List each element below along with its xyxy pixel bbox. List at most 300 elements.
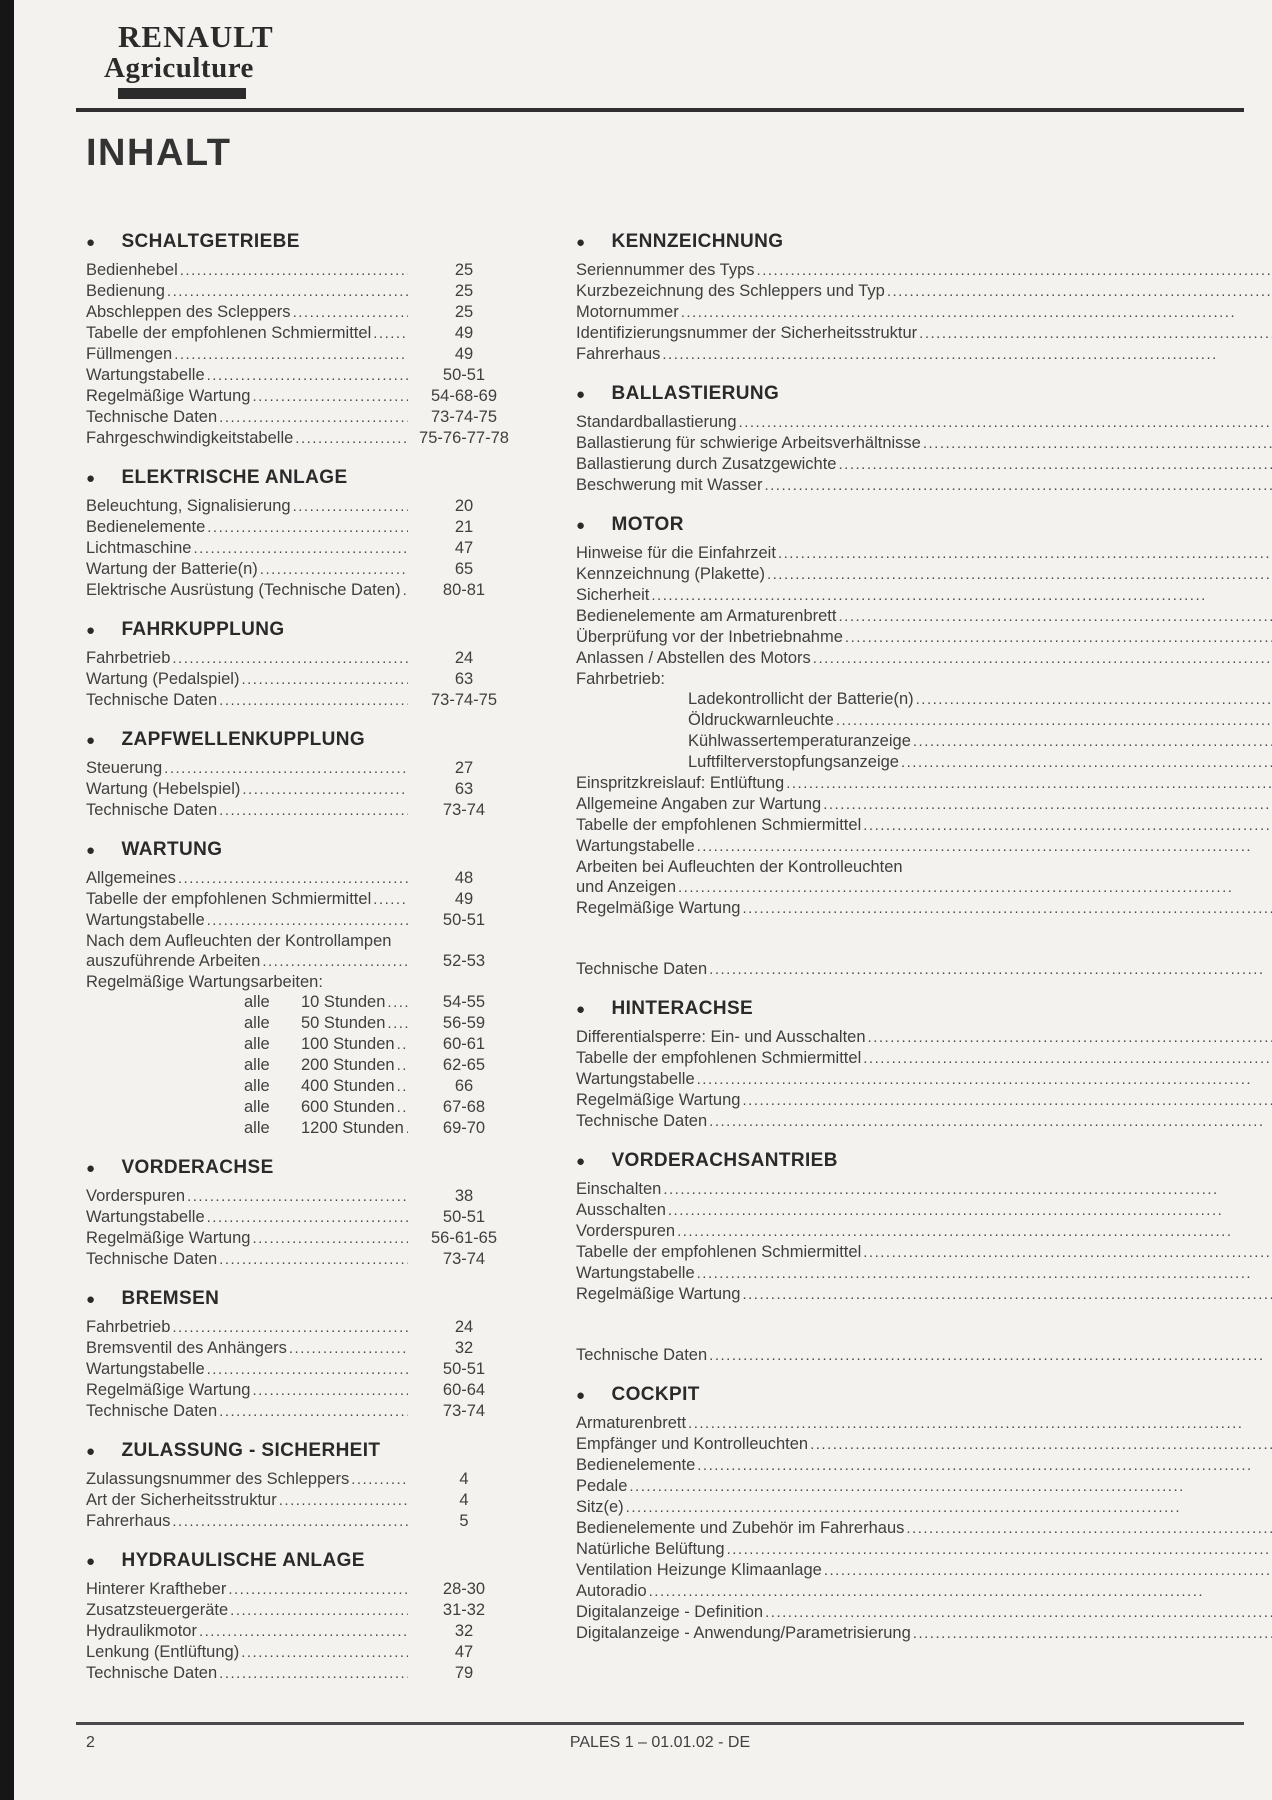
bullet-icon: ● (86, 621, 96, 639)
dot-leader (387, 992, 408, 1013)
toc-entry (86, 1663, 518, 1684)
entry-interval-word: alle (244, 1119, 270, 1137)
entry-label: Allgemeine Angaben zur Wartung (576, 795, 822, 813)
dot-leader (207, 517, 408, 538)
footer-rule (76, 1722, 1244, 1725)
toc-entry (86, 428, 518, 449)
entry-label: 50 Stunden (301, 1014, 386, 1032)
entry-interval-word: alle (244, 1035, 270, 1053)
toc-entry (86, 323, 518, 344)
dot-leader (913, 1623, 1272, 1644)
toc-entry (86, 1511, 518, 1532)
entry-label: Allgemeines (86, 869, 176, 887)
toc-entry (86, 758, 518, 779)
entry-page-number: 4 (459, 1491, 469, 1509)
toc-entry (576, 1560, 1272, 1581)
toc-entry (86, 1317, 518, 1338)
entry-label: Zulassungsnummer des Schleppers (86, 1470, 350, 1488)
section-heading (576, 231, 1272, 253)
entry-page-number: 38 (454, 1187, 474, 1205)
bullet-icon: ● (86, 1159, 96, 1177)
section-title: ZULASSUNG - SICHERHEIT (121, 1440, 381, 1461)
entry-label: Regelmäßige Wartungsarbeiten: (86, 973, 323, 991)
dot-leader (810, 1434, 1272, 1455)
toc-section (576, 1384, 1272, 1644)
entry-label: Regelmäßige Wartung (86, 387, 251, 405)
entry-label: Wartungstabelle (576, 1070, 695, 1088)
entry-label: Autoradio (576, 1582, 647, 1600)
entry-page-number: 50-51 (442, 911, 486, 929)
dot-leader (887, 281, 1272, 302)
entry-label: Tabelle der empfohlenen Schmiermittel (86, 890, 372, 908)
header-rule (76, 108, 1244, 112)
bullet-icon: ● (576, 1000, 586, 1018)
bullet-icon: ● (576, 516, 586, 534)
entry-interval-word: alle (244, 993, 270, 1011)
toc-entry (576, 1476, 1272, 1497)
entry-label: Vorderspuren (576, 1222, 676, 1240)
entry-label: 200 Stunden (301, 1056, 395, 1074)
bullet-icon: ● (86, 233, 96, 251)
toc-entry (576, 1325, 1272, 1345)
dot-leader (373, 323, 408, 344)
entry-page-number: 73-74 (442, 801, 486, 819)
footer-row (76, 1734, 1244, 1752)
entry-label: Elektrische Ausrüstung (Technische Daten) (86, 581, 401, 599)
toc-entry (86, 1469, 518, 1490)
entry-label: Bedienelemente (86, 518, 206, 536)
dot-leader (697, 1069, 1272, 1090)
section-heading (576, 998, 1272, 1020)
toc-entry (576, 627, 1272, 648)
bullet-icon: ● (576, 385, 586, 403)
toc-section (86, 467, 518, 601)
entry-label: Bremsventil des Anhängers (86, 1339, 287, 1357)
bullet-icon: ● (86, 1442, 96, 1460)
dot-leader (351, 1469, 408, 1490)
toc-entry (86, 1097, 518, 1118)
dot-leader (742, 898, 1272, 919)
toc-entry (576, 1048, 1272, 1069)
toc-entry (86, 1076, 518, 1097)
toc-entry (86, 302, 518, 323)
dot-leader (219, 1249, 408, 1270)
entry-page-number: 47 (454, 539, 474, 557)
toc-entry (576, 475, 1272, 496)
dot-leader (295, 428, 408, 449)
toc-entry (86, 1338, 518, 1359)
bullet-icon: ● (86, 1290, 96, 1308)
entry-page-number: 63 (454, 780, 474, 798)
entry-page-number: 56-61-65 (430, 1229, 498, 1247)
dot-leader (228, 1579, 408, 1600)
section-title: COCKPIT (611, 1384, 700, 1405)
dot-leader (649, 1581, 1272, 1602)
toc-entry (576, 1200, 1272, 1221)
entry-label: Wartung der Batterie(n) (86, 560, 258, 578)
entry-label: Fahrbetrieb (86, 1318, 171, 1336)
toc-entry (86, 779, 518, 800)
toc-entry (576, 1263, 1272, 1284)
dot-leader (906, 1518, 1272, 1539)
dot-leader (207, 365, 408, 386)
toc-entry (86, 559, 518, 580)
entry-page-number: 67-68 (442, 1098, 486, 1116)
entry-label: Regelmäßige Wartung (86, 1381, 251, 1399)
dot-leader (901, 752, 1272, 773)
toc-entry (86, 1228, 518, 1249)
entry-page-number: 50-51 (442, 1208, 486, 1226)
dot-leader (913, 731, 1272, 752)
dot-leader (397, 1034, 408, 1055)
dot-leader (279, 1490, 408, 1511)
section-title: MOTOR (611, 514, 684, 535)
dot-leader (219, 800, 408, 821)
toc-entry (576, 606, 1272, 627)
dot-leader (863, 815, 1272, 836)
bullet-icon: ● (86, 469, 96, 487)
dot-leader (823, 794, 1272, 815)
dot-leader (727, 1539, 1272, 1560)
toc-entry (86, 386, 518, 407)
entry-label: Luftfilterverstopfungsanzeige (688, 753, 899, 771)
toc-entry (86, 538, 518, 559)
dot-leader (207, 910, 408, 931)
toc-entry (576, 323, 1272, 344)
entry-label: Bedienung (86, 282, 165, 300)
section-title: ELEKTRISCHE ANLAGE (121, 467, 348, 488)
toc-entry (86, 1359, 518, 1380)
entry-label: Bedienelemente und Zubehör im Fahrerhaus (576, 1519, 905, 1537)
dot-leader (709, 1111, 1272, 1132)
entry-label: 400 Stunden (301, 1077, 395, 1095)
toc-entry (576, 648, 1272, 669)
dot-leader (260, 559, 408, 580)
toc-section (86, 1440, 518, 1532)
dot-leader (663, 1179, 1272, 1200)
toc-entry (576, 1602, 1272, 1623)
dot-leader (742, 1284, 1272, 1305)
section-title: HINTERACHSE (611, 998, 754, 1019)
toc-entry (576, 1069, 1272, 1090)
entry-page-number: 54-68-69 (430, 387, 498, 405)
toc-entry (576, 1305, 1272, 1325)
toc-entry (86, 1118, 518, 1139)
toc-section (576, 383, 1272, 496)
toc-entry (576, 1090, 1272, 1111)
section-heading (86, 1550, 518, 1572)
entry-label: Ballastierung für schwierige Arbeitsverhältnisse (576, 434, 921, 452)
entry-page-number: 49 (454, 345, 474, 363)
toc-entry (86, 1600, 518, 1621)
dot-leader (813, 648, 1272, 669)
dot-leader (174, 344, 408, 365)
toc-section (576, 231, 1272, 365)
entry-label: Kühlwassertemperaturanzeige (688, 732, 911, 750)
entry-label: Standardballastierung (576, 413, 737, 431)
dot-leader (838, 454, 1272, 475)
entry-label: Nach dem Aufleuchten der Kontrollampen (86, 932, 392, 950)
entry-label: Füllmengen (86, 345, 173, 363)
bullet-icon: ● (86, 1552, 96, 1570)
entry-page-number: 20 (454, 497, 474, 515)
toc-entry (86, 1579, 518, 1600)
entry-label: Fahrerhaus (576, 345, 661, 363)
toc-entry (86, 365, 518, 386)
section-heading (576, 1150, 1272, 1172)
dot-leader (373, 889, 408, 910)
dot-leader (765, 1602, 1272, 1623)
dot-leader (207, 1359, 408, 1380)
entry-label: Wartungstabelle (576, 1264, 695, 1282)
toc-entry (86, 992, 518, 1013)
entry-interval-word: alle (244, 1098, 270, 1116)
entry-label: Steuerung (86, 759, 163, 777)
scan-edge-shadow (0, 0, 14, 1800)
entry-page-number: 32 (454, 1622, 474, 1640)
entry-page-number: 5 (459, 1512, 469, 1530)
dot-leader (262, 951, 408, 972)
entry-label: Identifizierungsnummer der Sicherheitsstruktur (576, 324, 918, 342)
entry-label: Ballastierung durch Zusatzgewichte (576, 455, 837, 473)
entry-label: Sicherheit (576, 586, 650, 604)
dot-leader (164, 758, 408, 779)
page-footer (76, 1722, 1244, 1752)
dot-leader (172, 1511, 408, 1532)
entry-label: Technische Daten (576, 960, 708, 978)
dot-leader (406, 1118, 408, 1139)
section-title: ZAPFWELLENKUPPLUNG (121, 729, 366, 750)
toc-entry (86, 260, 518, 281)
entry-label: Wartung (Hebelspiel) (86, 780, 241, 798)
toc-column-right (576, 231, 1272, 1684)
footer-page-number: 2 (86, 1734, 95, 1751)
entry-label: Beschwerung mit Wasser (576, 476, 763, 494)
toc-entry (576, 877, 1272, 898)
dot-leader (767, 564, 1272, 585)
section-heading (576, 383, 1272, 405)
toc-entry (86, 1401, 518, 1422)
section-heading (86, 839, 518, 861)
toc-section (576, 998, 1272, 1132)
dot-leader (863, 1048, 1272, 1069)
section-title: FAHRKUPPLUNG (121, 619, 285, 640)
section-title: VORDERACHSE (121, 1157, 274, 1178)
entry-label: Beleuchtung, Signalisierung (86, 497, 291, 515)
entry-page-number: 25 (454, 261, 474, 279)
toc-entry (86, 344, 518, 365)
toc-entry (86, 1186, 518, 1207)
toc-entry (576, 1111, 1272, 1132)
dot-leader (241, 669, 408, 690)
toc-entry (576, 752, 1272, 773)
entry-label: Technische Daten (86, 801, 218, 819)
entry-label: Hinweise für die Einfahrzeit (576, 544, 776, 562)
entry-page-number: 48 (454, 869, 474, 887)
entry-label: Pedale (576, 1477, 628, 1495)
toc-entry (576, 1242, 1272, 1263)
entry-page-number: 60-61 (442, 1035, 486, 1053)
toc-entry (576, 1539, 1272, 1560)
toc-section (86, 839, 518, 1139)
dot-leader (709, 1345, 1272, 1366)
dot-leader (678, 877, 1272, 898)
entry-page-number: 66 (454, 1077, 474, 1095)
entry-page-number: 24 (454, 649, 474, 667)
entry-label: Bedienelemente (576, 1456, 696, 1474)
entry-label: 600 Stunden (301, 1098, 395, 1116)
entry-label: Wartungstabelle (86, 1208, 205, 1226)
entry-label: Ventilation Heizunge Klimaanlage (576, 1561, 822, 1579)
entry-label: Wartungstabelle (576, 837, 695, 855)
toc-section (86, 1157, 518, 1270)
dot-leader (180, 260, 408, 281)
toc-section (86, 1550, 518, 1684)
dot-leader (629, 1476, 1272, 1497)
dot-leader (764, 475, 1272, 496)
toc-entry (86, 690, 518, 711)
entry-label: Tabelle der empfohlenen Schmiermittel (576, 1243, 862, 1261)
logo-underline-bar (118, 88, 246, 99)
toc-entry (576, 412, 1272, 433)
bullet-icon: ● (576, 1386, 586, 1404)
entry-interval-word: alle (244, 1056, 270, 1074)
entry-label: 100 Stunden (301, 1035, 395, 1053)
dot-leader (207, 1207, 408, 1228)
entry-label: Tabelle der empfohlenen Schmiermittel (576, 816, 862, 834)
entry-page-number: 63 (454, 670, 474, 688)
entry-label: Regelmäßige Wartung (576, 899, 741, 917)
entry-label: Arbeiten bei Aufleuchten der Kontrolleuchten (576, 858, 903, 876)
dot-leader (167, 281, 408, 302)
entry-label: Technische Daten (576, 1112, 708, 1130)
dot-leader (252, 1228, 408, 1249)
toc-section (86, 231, 518, 449)
section-title: KENNZEICHNUNG (611, 231, 784, 252)
dot-leader (241, 1642, 408, 1663)
toc-entry (576, 1623, 1272, 1644)
entry-page-number: 56-59 (442, 1014, 486, 1032)
dot-leader (219, 690, 408, 711)
toc-entry (86, 800, 518, 821)
dot-leader (863, 1242, 1272, 1263)
toc-entry (576, 710, 1272, 731)
toc-entry (86, 1642, 518, 1663)
entry-label: Hydraulikmotor (86, 1622, 197, 1640)
entry-page-number: 32 (454, 1339, 474, 1357)
entry-page-number: 52-53 (442, 952, 486, 970)
toc-entry (576, 302, 1272, 323)
dot-leader (187, 1186, 408, 1207)
entry-page-number: 73-74-75 (430, 691, 498, 709)
dot-leader (293, 496, 408, 517)
toc-entry (576, 454, 1272, 475)
entry-label: Wartung (Pedalspiel) (86, 670, 240, 688)
entry-page-number: 62-65 (442, 1056, 486, 1074)
toc-columns (76, 231, 1244, 1684)
entry-label: Kennzeichnung (Plakette) (576, 565, 765, 583)
toc-entry (86, 669, 518, 690)
entry-label: 10 Stunden (301, 993, 386, 1011)
toc-entry (86, 1380, 518, 1401)
toc-entry (576, 281, 1272, 302)
entry-page-number: 27 (454, 759, 474, 777)
page-content (76, 0, 1244, 1684)
entry-label: Öldruckwarnleuchte (688, 711, 834, 729)
entry-label: Ausschalten (576, 1201, 666, 1219)
toc-entry (576, 564, 1272, 585)
bullet-icon: ● (86, 731, 96, 749)
bullet-icon: ● (576, 233, 586, 251)
entry-page-number: 50-51 (442, 1360, 486, 1378)
toc-entry (86, 1034, 518, 1055)
entry-label: Zusatzsteuergeräte (86, 1601, 229, 1619)
toc-entry (576, 260, 1272, 281)
dot-leader (845, 627, 1272, 648)
entry-page-number: 24 (454, 1318, 474, 1336)
section-title: BALLASTIERUNG (611, 383, 780, 404)
logo-brand-name: RENAULT (118, 19, 274, 54)
dot-leader (242, 779, 408, 800)
dot-leader (916, 689, 1272, 710)
entry-label: Seriennummer des Typs (576, 261, 755, 279)
section-title: VORDERACHSANTRIEB (611, 1150, 838, 1171)
dot-leader (709, 959, 1272, 980)
entry-label: Fahrerhaus (86, 1512, 171, 1530)
dot-leader (387, 1013, 408, 1034)
toc-entry (86, 407, 518, 428)
toc-entry (86, 931, 518, 951)
section-heading (86, 467, 518, 489)
toc-entry (576, 836, 1272, 857)
toc-entry (86, 868, 518, 889)
entry-label: Technische Daten (576, 1346, 708, 1364)
entry-interval-word: alle (244, 1077, 270, 1095)
dot-leader (923, 433, 1272, 454)
entry-label: Ladekontrollicht der Batterie(n) (688, 690, 914, 708)
toc-entry (86, 1207, 518, 1228)
dot-leader (662, 344, 1272, 365)
toc-entry (576, 1434, 1272, 1455)
dot-leader (219, 1401, 408, 1422)
toc-entry (576, 1027, 1272, 1048)
dot-leader (757, 260, 1272, 281)
toc-entry (86, 580, 518, 601)
section-heading (86, 1288, 518, 1310)
dot-leader (626, 1497, 1272, 1518)
entry-label: Einspritzkreislauf: Entlüftung (576, 774, 785, 792)
section-heading (576, 514, 1272, 536)
toc-section (576, 1150, 1272, 1366)
dot-leader (824, 1560, 1272, 1581)
entry-label: Differentialsperre: Ein- und Ausschalten (576, 1028, 866, 1046)
dot-leader (668, 1200, 1272, 1221)
entry-label: Kurzbezeichnung des Schleppers und Typ (576, 282, 885, 300)
entry-label: auszuführende Arbeiten (86, 952, 261, 970)
toc-entry (576, 794, 1272, 815)
toc-entry (86, 648, 518, 669)
toc-entry (576, 959, 1272, 980)
toc-entry (576, 731, 1272, 752)
toc-entry (576, 815, 1272, 836)
toc-column-left (86, 231, 518, 1684)
entry-page-number: 21 (454, 518, 474, 536)
toc-entry (86, 281, 518, 302)
toc-entry (576, 1581, 1272, 1602)
dot-leader (193, 538, 408, 559)
dot-leader (697, 1455, 1272, 1476)
entry-label: Wartungstabelle (86, 366, 205, 384)
